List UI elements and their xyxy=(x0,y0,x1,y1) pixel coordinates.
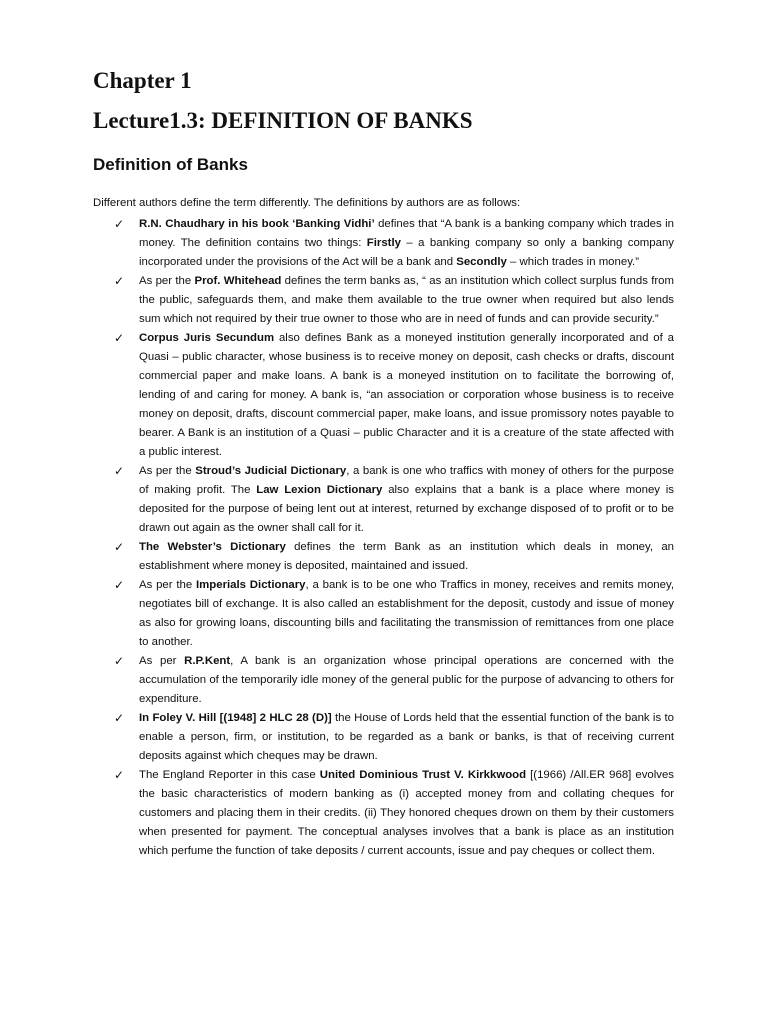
check-mark-icon: ✓ xyxy=(114,274,125,288)
definition-item xyxy=(93,709,674,766)
definition-text: – which trades in money.” xyxy=(506,256,639,268)
check-mark-icon: ✓ xyxy=(114,464,125,478)
definition-item xyxy=(93,652,674,709)
check-mark-icon: ✓ xyxy=(114,711,125,725)
definition-emphasis: R.P.Kent xyxy=(184,655,231,667)
definition-text: , A bank is an organization whose principal operations are concerned with the accumulation of the temporarily idle money of the general public for the purpose of advancing to others for expenditure. xyxy=(139,655,674,705)
definition-emphasis: Firstly xyxy=(366,237,401,249)
definition-emphasis: Imperials Dictionary xyxy=(195,579,306,591)
definition-emphasis: Stroud’s Judicial Dictionary xyxy=(195,465,347,477)
definition-text: [(1966) /All.ER 968] evolves the basic characteristics of modern banking as (i) accepted money from and collating cheques for customers and placing them in their credits. (ii) They honored cheques drown on them by their customers when presented for payment. The conceptual analyses involves that a bank is place as an institution which perfume the function of take deposits / current accounts, issue and pay cheques or collect them. xyxy=(139,769,675,857)
chapter-title: Chapter 1 xyxy=(93,68,192,93)
definition-text: As per xyxy=(139,655,185,667)
definition-emphasis: In Foley V. Hill [(1948] 2 HLC 28 (D)] xyxy=(139,712,332,724)
definition-text: also defines Bank as a moneyed institution generally incorporated and of a Quasi – public character, whose business is to receive money on deposit, cash checks or drafts, discount commercial paper and make loans. A bank is a moneyed institution on to facilitate the borrowing of, lending of and caring for money. A bank is, “an association or corporation whose business is to receive money on deposit, drafts, discount commercial paper, make loans, and issue promissory notes payable to bearer. A Bank is an institution of a Quasi – public Character and it is a creature of the state affected with a public interest. xyxy=(139,332,675,458)
definition-text: the House of Lords held that the essential function of the bank is to enable a person, firm, or institution, to be regarded as a bank or banks, is that of receiving current deposits against which cheques may be drawn. xyxy=(139,712,674,762)
section-heading: Definition of Banks xyxy=(93,155,248,174)
definition-item xyxy=(93,272,674,329)
definition-text: As per the xyxy=(139,465,196,477)
check-mark-icon: ✓ xyxy=(114,331,125,345)
definition-emphasis: Corpus Juris Secundum xyxy=(139,332,275,344)
definition-text: As per the xyxy=(139,579,196,591)
definition-emphasis: The Webster’s Dictionary xyxy=(139,541,286,553)
definition-text: defines the term Bank as an institution which deals in money, an establishment where money is deposited, maintained and issued. xyxy=(139,541,674,572)
definition-item xyxy=(93,329,674,462)
check-mark-icon: ✓ xyxy=(114,768,125,782)
definition-item xyxy=(93,215,674,272)
definition-item xyxy=(93,462,674,538)
definition-item xyxy=(93,766,674,861)
intro-paragraph: Different authors define the term differently. The definitions by authors are as follows: xyxy=(93,197,521,209)
definition-text: , a bank is one who traffics with money of others for the purpose of making profit. The xyxy=(139,465,674,496)
definition-item xyxy=(93,538,674,576)
definition-text: – a banking company so only a banking company incorporated under the provisions of the Act will be a bank and xyxy=(139,237,674,268)
check-mark-icon: ✓ xyxy=(114,654,125,668)
lecture-title: Lecture1.3: DEFINITION OF BANKS xyxy=(93,108,473,133)
definitions-list xyxy=(93,215,674,861)
check-mark-icon: ✓ xyxy=(114,578,125,592)
definition-emphasis: R.N. Chaudhary in his book ‘Banking Vidhi’ xyxy=(139,218,375,230)
definition-text: The England Reporter in this case xyxy=(139,769,320,781)
definition-text: also explains that a bank is a place where money is deposited for the purpose of being lent out at interest, returned by exchange disposed of to profit or to be drawn out again as the owner shall call for it. xyxy=(139,484,674,534)
definition-emphasis: Law Lexion Dictionary xyxy=(256,484,383,496)
definition-item xyxy=(93,576,674,652)
definition-emphasis: United Dominious Trust V. Kirkkwood xyxy=(319,769,527,781)
definition-text: defines that “A bank is a banking company which trades in money. The definition contains two things: xyxy=(139,218,674,249)
definition-text: As per the xyxy=(139,275,195,287)
definition-text: , a bank is to be one who Traffics in money, receives and remits money, negotiates bill of exchange. It is also called an establishment for the deposit, custody and issue of money as also for growing loans, discounting bills and facilitating the transmission of remittances from one place to another. xyxy=(139,579,674,648)
definition-emphasis: Prof. Whitehead xyxy=(194,275,282,287)
check-mark-icon: ✓ xyxy=(114,540,125,554)
definition-text: defines the term banks as, “ as an institution which collect surplus funds from the public, safeguards them, and make them available to the true owner when required but also lends sum which not required by their true owner to those who are in need of funds and can provide security.” xyxy=(139,275,674,325)
check-mark-icon: ✓ xyxy=(114,217,125,231)
definition-emphasis: Secondly xyxy=(456,256,507,268)
